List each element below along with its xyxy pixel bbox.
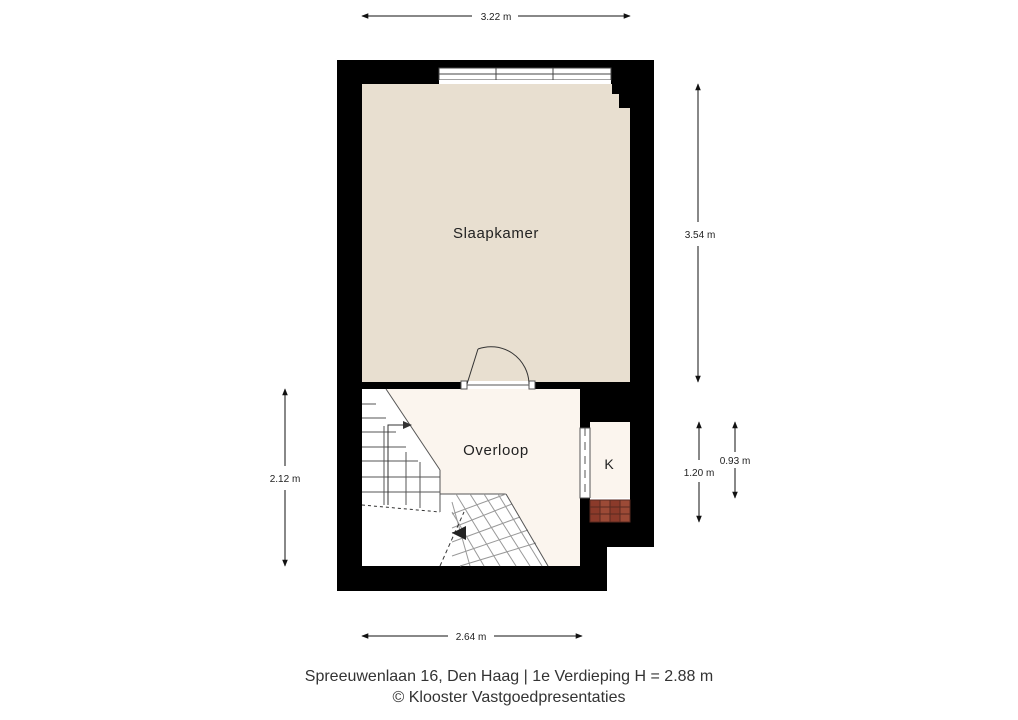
landing-label: Overloop bbox=[463, 442, 529, 459]
top-window bbox=[439, 68, 611, 84]
address-line: Spreeuwenlaan 16, Den Haag | 1e Verdieping H = 2.88 m bbox=[304, 668, 714, 685]
closet-height-label: 1.20 m bbox=[683, 468, 715, 479]
bedroom-height-label: 3.54 m bbox=[684, 230, 716, 241]
dimension-closet-height bbox=[684, 422, 715, 522]
bedroom-label: Slaapkamer bbox=[452, 225, 540, 242]
top-width-label: 3.22 m bbox=[480, 12, 512, 23]
dimension-landing-height bbox=[270, 389, 301, 566]
closet-label: K bbox=[604, 456, 614, 472]
dimension-closet-inner-height bbox=[720, 422, 751, 498]
copyright-line: © Klooster Vastgoedpresentaties bbox=[392, 689, 626, 706]
dimension-bedroom-height bbox=[685, 84, 716, 382]
closet-inner-height-label: 0.93 m bbox=[719, 456, 751, 467]
dimension-bottom-width bbox=[362, 632, 582, 643]
landing-height-label: 2.12 m bbox=[269, 474, 301, 485]
bottom-width-label: 2.64 m bbox=[455, 632, 487, 643]
dimension-top-width bbox=[362, 12, 630, 23]
